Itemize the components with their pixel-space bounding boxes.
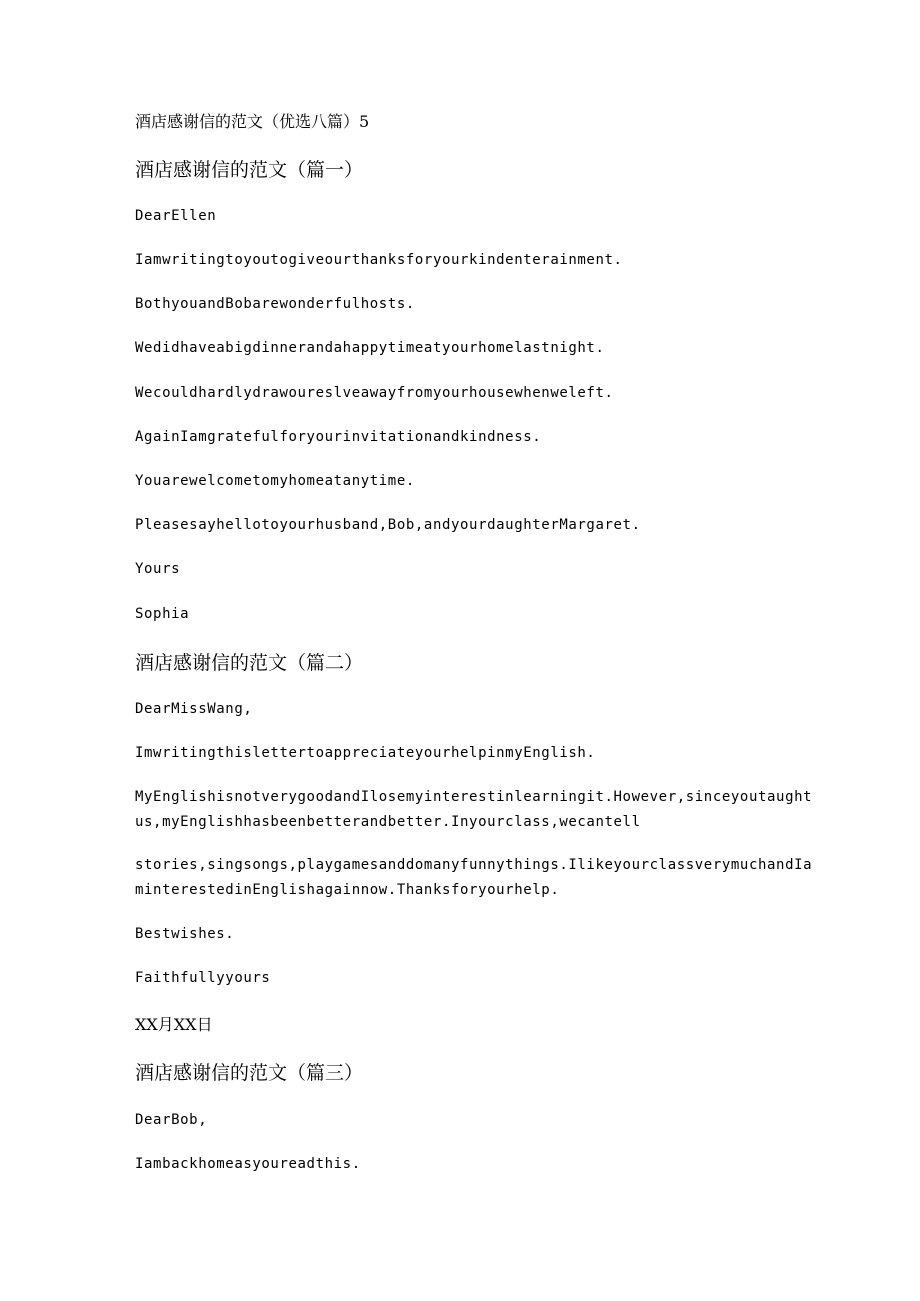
letter-line: Bestwishes. (135, 926, 235, 942)
letter-line: Yours (135, 561, 181, 577)
section-heading-2: 酒店感谢信的范文（篇二） (135, 652, 364, 674)
letter-line: AgainIamgratefulforyourinvitationandkindness. (135, 429, 542, 445)
letter-line: BothyouandBobarewonderfulhosts. (135, 296, 415, 312)
letter-line: ImwritingthislettertoappreciateyourhelpinmyEnglish. (135, 745, 596, 761)
section-heading-1: 酒店感谢信的范文（篇一） (135, 159, 364, 181)
letter-line: us,myEnglishhasbeenbetterandbetter.Inyourclass,wecantell (135, 814, 641, 830)
section-heading-3: 酒店感谢信的范文（篇三） (135, 1062, 364, 1084)
letter-line: minterestedinEnglishagainnow.Thanksforyourhelp. (135, 882, 560, 898)
letter-line: Iamwritingtoyoutogiveourthanksforyourkindenterainment. (135, 252, 623, 268)
letter-line: DearBob, (135, 1112, 208, 1128)
letter-line: MyEnglishisnotverygoodandIlosemyinterestinlearningit.However,sinceyoutaught (135, 789, 813, 805)
letter-line: Faithfullyyours (135, 970, 271, 986)
letter-line: Wecouldhardlydrawoureslveawayfromyourhousewhenweleft. (135, 385, 614, 401)
letter-date: XX月XX日 (135, 1015, 213, 1034)
document-title: 酒店感谢信的范文（优选八篇）5 (135, 112, 370, 131)
letter-line: Youarewelcometomyhomeatanytime. (135, 473, 415, 489)
letter-line: DearMissWang, (135, 701, 253, 717)
letter-line: DearEllen (135, 208, 217, 224)
letter-line: stories,singsongs,playgamesanddomanyfunnythings.IlikeyourclassverymuchandIa (135, 857, 813, 873)
letter-line: Wedidhaveabigdinnerandahappytimeatyourhomelastnight. (135, 340, 605, 356)
letter-line: Iambackhomeasyoureadthis. (135, 1156, 361, 1172)
letter-line: Pleasesayhellotoyourhusband,Bob,andyourdaughterMargaret. (135, 517, 641, 533)
letter-line: Sophia (135, 606, 190, 622)
